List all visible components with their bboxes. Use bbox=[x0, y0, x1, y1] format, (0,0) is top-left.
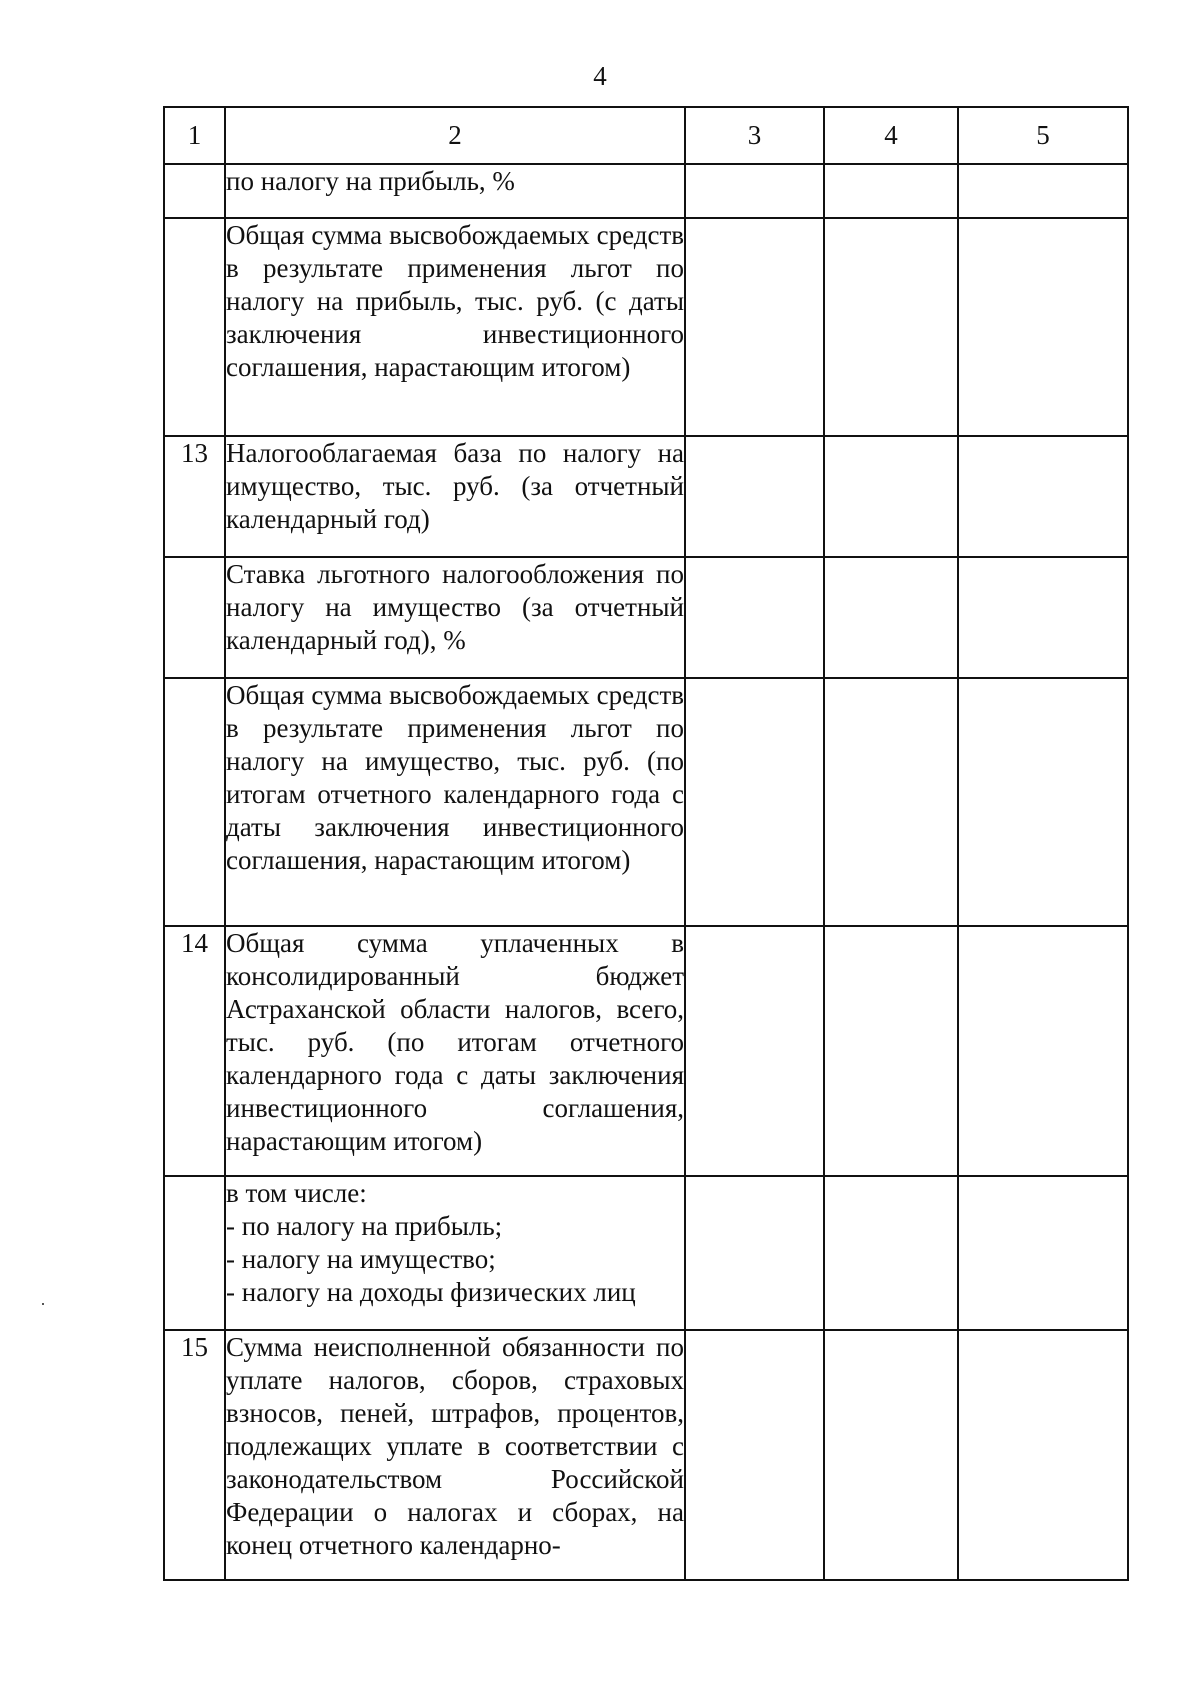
table-row bbox=[164, 557, 1128, 678]
row-description-cell: Налогооблагаемая база по налогу на имущество, тыс. руб. (за отчетный календарный год) bbox=[225, 436, 685, 557]
row-description-cell bbox=[225, 1176, 685, 1330]
row-number-cell bbox=[164, 1176, 225, 1330]
value-cell-col5 bbox=[958, 557, 1128, 678]
value-cell-col5 bbox=[958, 678, 1128, 926]
row-number-cell bbox=[164, 218, 225, 436]
description-line: - налогу на доходы физических лиц bbox=[226, 1277, 636, 1307]
column-header-5: 5 bbox=[958, 107, 1128, 164]
row-number-cell bbox=[164, 678, 225, 926]
row-description-cell: Общая сумма высвобождаемых средств в результате применения льгот по налогу на прибыль, тыс. руб. (с даты заключения инвестиционного соглашения, нарастающим итогом) bbox=[225, 218, 685, 436]
row-number-cell bbox=[164, 557, 225, 678]
value-cell-col5 bbox=[958, 164, 1128, 218]
table-row bbox=[164, 436, 1128, 557]
table-row bbox=[164, 678, 1128, 926]
value-cell-col3 bbox=[685, 436, 824, 557]
table-row bbox=[164, 1176, 1128, 1330]
value-cell-col5 bbox=[958, 218, 1128, 436]
table-row bbox=[164, 218, 1128, 436]
scan-speck bbox=[42, 1303, 44, 1305]
row-number-cell bbox=[164, 164, 225, 218]
value-cell-col4 bbox=[824, 218, 958, 436]
row-number-cell: 13 bbox=[164, 436, 225, 557]
value-cell-col5 bbox=[958, 436, 1128, 557]
table-header-row bbox=[164, 107, 1128, 164]
row-description-cell: Сумма неисполненной обязанности по уплате налогов, сборов, страховых взносов, пеней, штрафов, процентов, подлежащих уплате в соответствии с законодательством Российской Федерации о налогах и сборах, на конец отчетного календарно- bbox=[225, 1330, 685, 1580]
row-description-cell: Общая сумма уплаченных в консолидированный бюджет Астраханской области налогов, всего, тыс. руб. (по итогам отчетного календарного года с даты заключения инвестиционного соглашения, нарастающим итогом) bbox=[225, 926, 685, 1176]
value-cell-col3 bbox=[685, 218, 824, 436]
value-cell-col4 bbox=[824, 1330, 958, 1580]
column-header-1: 1 bbox=[164, 107, 225, 164]
value-cell-col4 bbox=[824, 1176, 958, 1330]
value-cell-col4 bbox=[824, 678, 958, 926]
value-cell-col3 bbox=[685, 678, 824, 926]
table-row bbox=[164, 164, 1128, 218]
row-description-cell: по налогу на прибыль, % bbox=[225, 164, 685, 218]
column-header-4: 4 bbox=[824, 107, 958, 164]
value-cell-col3 bbox=[685, 1176, 824, 1330]
column-header-3: 3 bbox=[685, 107, 824, 164]
row-description-cell: Общая сумма высвобождаемых средств в результате применения льгот по налогу на имущество, тыс. руб. (по итогам отчетного календарного года с даты заключения инвестиционного соглашения, нарастающим итогом) bbox=[225, 678, 685, 926]
value-cell-col4 bbox=[824, 926, 958, 1176]
table-row bbox=[164, 926, 1128, 1176]
value-cell-col5 bbox=[958, 926, 1128, 1176]
description-line: - налогу на имущество; bbox=[226, 1244, 496, 1274]
value-cell-col4 bbox=[824, 436, 958, 557]
row-number-cell: 14 bbox=[164, 926, 225, 1176]
description-line: в том числе: bbox=[226, 1178, 367, 1208]
value-cell-col4 bbox=[824, 557, 958, 678]
value-cell-col3 bbox=[685, 1330, 824, 1580]
description-line: - по налогу на прибыль; bbox=[226, 1211, 503, 1241]
value-cell-col5 bbox=[958, 1176, 1128, 1330]
value-cell-col3 bbox=[685, 164, 824, 218]
page-number: 4 bbox=[593, 61, 607, 91]
value-cell-col3 bbox=[685, 557, 824, 678]
column-header-2: 2 bbox=[225, 107, 685, 164]
report-table bbox=[163, 106, 1129, 1581]
row-description-cell: Ставка льготного налогообложения по налогу на имущество (за отчетный календарный год), % bbox=[225, 557, 685, 678]
table-row bbox=[164, 1330, 1128, 1580]
row-number-cell: 15 bbox=[164, 1330, 225, 1580]
value-cell-col5 bbox=[958, 1330, 1128, 1580]
value-cell-col3 bbox=[685, 926, 824, 1176]
value-cell-col4 bbox=[824, 164, 958, 218]
